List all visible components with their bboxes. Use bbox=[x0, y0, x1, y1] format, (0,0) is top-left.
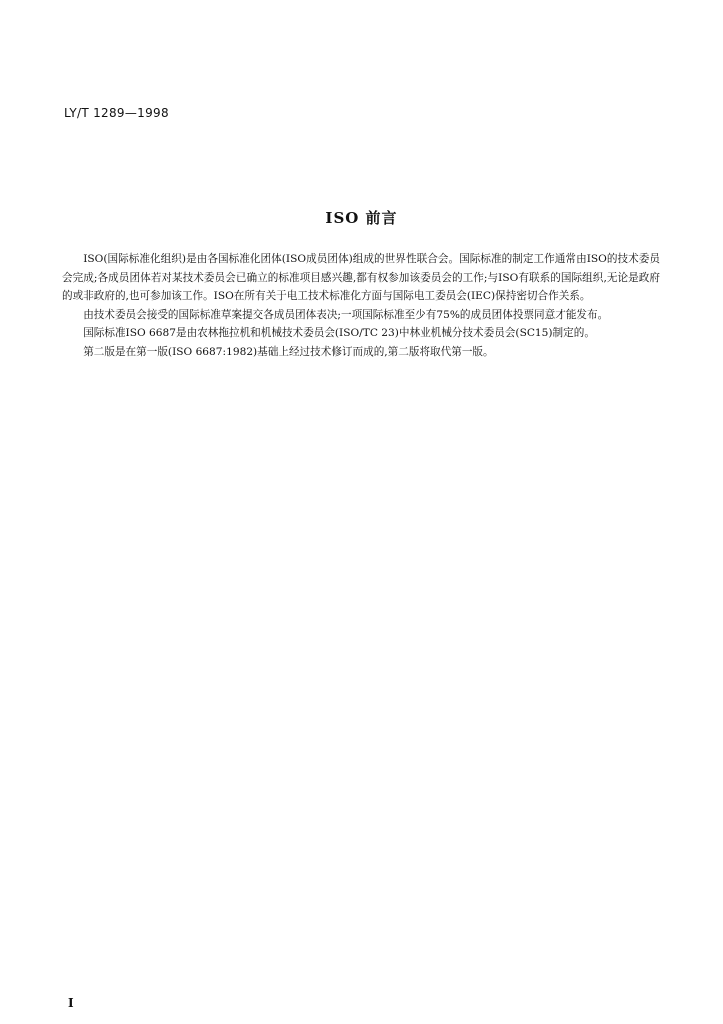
document-code: LY/T 1289—1998 bbox=[64, 106, 169, 120]
paragraph: ISO(国际标准化组织)是由各国标准化团体(ISO成员团体)组成的世界性联合会。国际标准的制定工作通常由ISO的技术委员会完成;各成员团体若对某技术委员会已确立的标准项目感兴趣,都有权参加该委员会的工作;与ISO有联系的国际组织,无论是政府的或非政府的,也可参加该工作。ISO在所有关于电工技术标准化方面与国际电工委员会(IEC)保持密切合作关系。 bbox=[62, 253, 660, 302]
foreword-body bbox=[62, 250, 660, 361]
paragraph: 第二版是在第一版(ISO 6687:1982)基础上经过技术修订而成的,第二版将取代第一版。 bbox=[83, 345, 494, 358]
paragraph: 由技术委员会接受的国际标准草案提交各成员团体表决;一项国际标准至少有75%的成员团体投票同意才能发布。 bbox=[83, 308, 609, 321]
page-title: ISO 前言 bbox=[325, 209, 398, 227]
page-number: I bbox=[68, 996, 74, 1010]
paragraph: 国际标准ISO 6687是由农林拖拉机和机械技术委员会(ISO/TC 23)中林业机械分技术委员会(SC15)制定的。 bbox=[83, 327, 595, 339]
